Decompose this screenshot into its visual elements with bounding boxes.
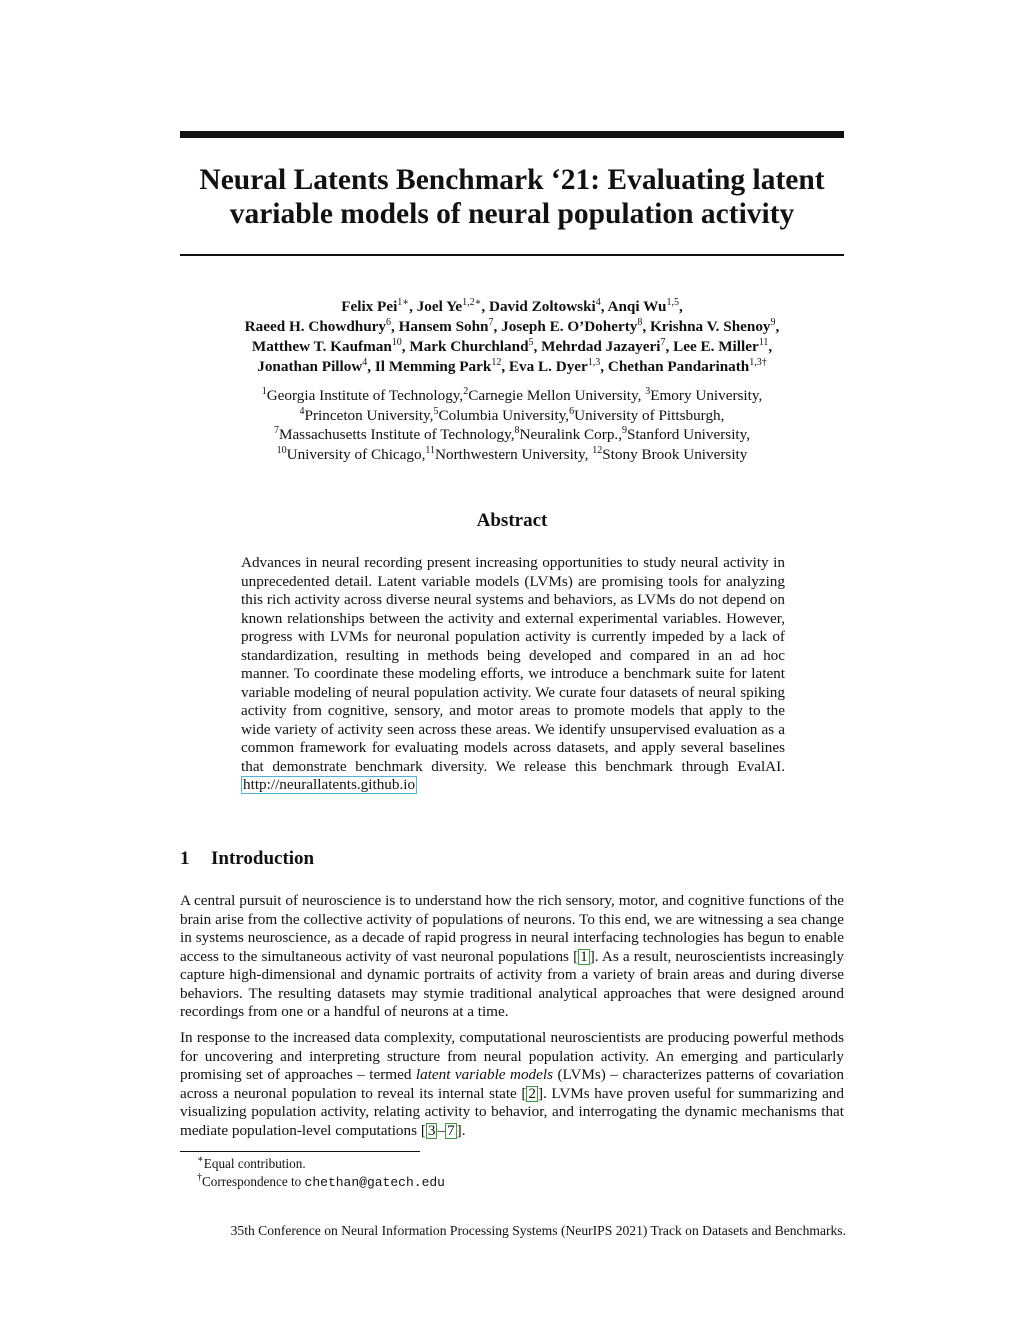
author-separator: ,	[665, 338, 674, 355]
footnotes	[197, 1155, 445, 1192]
footnote-mark: †	[197, 1172, 202, 1183]
author-name: Jonathan Pillow	[257, 358, 363, 375]
affiliation-number: 2	[463, 386, 469, 397]
author-affiliation-mark: 6	[386, 317, 392, 328]
affiliation-name: Neuralink Corp.,	[519, 426, 623, 443]
author-affiliation-mark: 1,3	[587, 357, 601, 368]
author-list	[150, 297, 874, 377]
affiliation-number: 12	[592, 444, 603, 456]
footnote-text: Correspondence to	[202, 1174, 305, 1189]
author-separator: ,	[501, 358, 509, 375]
footnote-mark: ∗	[197, 1154, 204, 1165]
author-separator: ,	[367, 358, 375, 375]
affiliation-name: University of Pittsburgh,	[574, 406, 725, 424]
affiliation-line	[150, 425, 874, 445]
author-line	[150, 317, 874, 337]
affiliation-name: Northwestern University,	[435, 445, 593, 463]
author-affiliation-mark: 1,3†	[749, 357, 767, 368]
title-top-rule	[180, 131, 844, 138]
affiliation-name: Carnegie Mellon University,	[468, 387, 646, 404]
author-line	[150, 297, 874, 317]
text-run: (LVMs) – characterizes patterns of covariation across a neuronal population to reveal its internal state [	[180, 1066, 844, 1102]
author-name: Eva L. Dyer	[508, 358, 588, 375]
author-affiliation-mark: 4	[362, 357, 368, 368]
author-affiliation-mark: 1∗	[397, 297, 410, 308]
author-name: Raeed H. Chowdhury	[244, 318, 387, 335]
affiliation-number: 4	[299, 405, 305, 417]
emphasis-text: latent variable models	[415, 1066, 554, 1083]
affiliation-name: Columbia University,	[438, 406, 570, 424]
author-separator: ,	[409, 298, 417, 315]
citation-link[interactable]: 2	[528, 1084, 537, 1102]
affiliation-line	[150, 445, 874, 465]
author-affiliation-mark: 7	[660, 337, 666, 348]
author-name: Mark Churchland	[409, 338, 529, 355]
author-name: Joseph E. O’Doherty	[501, 318, 638, 335]
affiliation-name: Stanford University,	[627, 426, 751, 443]
title-line-2: variable models of neural population activity	[229, 198, 795, 230]
author-separator: ,	[401, 338, 410, 355]
author-separator: ,	[533, 338, 542, 355]
text-run: –	[437, 1121, 446, 1139]
affiliation-number: 1	[261, 386, 267, 397]
footnote-1	[197, 1155, 445, 1173]
author-affiliation-mark: 11	[758, 337, 769, 348]
author-affiliation-mark: 1,2∗	[462, 297, 482, 308]
affiliation-name: Georgia Institute of Technology,	[266, 387, 464, 404]
affiliation-line	[150, 406, 874, 426]
author-affiliation-mark: 1,5	[666, 297, 679, 308]
author-affiliation-mark: 7	[488, 317, 494, 328]
affiliation-number: 6	[569, 405, 575, 417]
affiliation-number: 9	[622, 425, 628, 436]
author-name: Chethan Pandarinath	[607, 358, 750, 375]
affiliation-number: 5	[433, 405, 439, 417]
affiliation-number: 3	[645, 386, 651, 397]
text-run: A central pursuit of neuroscience is to understand how the rich sensory, motor, and cognitive functions of the brain arise from the collective activity of populations of neurons. To this end, we are witnessing a sea change in systems neuroscience, as a decade of rapid progress in neural interfacing technologies has begun to enable access to the simultaneous activity of vast neuronal populations [	[180, 892, 844, 965]
citation-link[interactable]: 7	[447, 1121, 455, 1139]
author-separator: ,	[493, 318, 502, 335]
author-name: Il Memming Park	[374, 358, 492, 375]
author-line	[150, 337, 874, 357]
author-affiliation-mark: 9	[770, 317, 776, 328]
text-run: ]. LVMs have proven useful for summarizing and visualizing population activity, relating activity to behavior, and interrogating the dynamic mechanisms that mediate population-level computations [	[180, 1084, 844, 1139]
text-run: ]. As a result, neuroscientists increasingly capture high-dimensional and dynamic portraits of activity from a variety of brain areas and during diverse behaviors. The resulting datasets may stymie traditional analytical approaches that were designed around recordings from one or a handful of neurons at a time.	[180, 947, 844, 1020]
author-name: Hansem Sohn	[398, 318, 489, 335]
affiliation-line	[150, 386, 874, 406]
author-separator: ,	[481, 298, 489, 315]
section-title: Introduction	[211, 848, 315, 869]
paper-title	[180, 163, 844, 231]
affiliation-number: 11	[425, 444, 436, 456]
footnote-rule	[180, 1151, 420, 1152]
author-name: Matthew T. Kaufman	[251, 338, 392, 355]
correspondence-email[interactable]: chethan@gatech.edu	[304, 1175, 445, 1190]
author-name: Joel Ye	[416, 298, 463, 315]
author-separator: ,	[600, 358, 608, 375]
author-name: Mehrdad Jazayeri	[541, 338, 661, 355]
author-separator: ,	[600, 298, 608, 315]
affiliation-list	[150, 386, 874, 464]
footnote-text: Equal contribution.	[203, 1156, 306, 1171]
project-link[interactable]: http://neurallatents.github.io	[243, 776, 416, 793]
citation-link[interactable]: 3	[427, 1121, 436, 1139]
intro-paragraph-2	[180, 1029, 844, 1140]
citation-link[interactable]: 1	[580, 947, 588, 965]
affiliation-name: University of Chicago,	[286, 445, 426, 463]
conference-footer: 35th Conference on Neural Information Processing Systems (NeurIPS 2021) Track on Datasets and Benchmarks.	[230, 1223, 846, 1238]
author-separator: ,	[768, 338, 773, 355]
abstract-body	[241, 554, 785, 795]
author-name: David Zoltowski	[488, 298, 596, 315]
author-separator: ,	[391, 318, 399, 335]
author-affiliation-mark: 5	[528, 337, 534, 348]
intro-paragraph-1	[180, 892, 844, 1022]
affiliation-name: Emory University,	[650, 387, 763, 404]
author-separator: ,	[678, 298, 683, 315]
text-run: In response to the increased data complexity, computational neuroscientists are producing powerful methods for uncovering and interpreting structure from neural population activity. An emerging and particularly promising set of approaches – termed	[180, 1029, 844, 1083]
affiliation-number: 7	[273, 425, 279, 436]
author-affiliation-mark: 10	[391, 337, 402, 348]
author-affiliation-mark: 4	[595, 297, 601, 308]
author-affiliation-mark: 8	[637, 317, 643, 328]
affiliation-name: Stony Brook University	[602, 445, 748, 463]
footnote-2	[197, 1173, 445, 1192]
author-separator: ,	[775, 318, 780, 335]
affiliation-name: Massachusetts Institute of Technology,	[278, 426, 515, 443]
affiliation-number: 10	[276, 444, 287, 456]
affiliation-number: 8	[514, 425, 520, 436]
author-line	[150, 357, 874, 377]
author-name: Krishna V. Shenoy	[649, 318, 771, 335]
abstract-text: Advances in neural recording present increasing opportunities to study neural activity in unprecedented detail. Latent variable models (LVMs) are promising tools for analyzing this rich activity across diverse neural systems and behaviors, as LVMs do not depend on known relationships between the activity and external experimental variables. However, progress with LVMs for neuronal population activity is currently impeded by a lack of standardization, resulting in methods being developed and compared in an ad hoc manner. To coordinate these modeling efforts, we introduce a benchmark suite for latent variable modeling of neural population activity. We curate four datasets of neural spiking activity from cognitive, sensory, and motor areas to promote models that apply to the wide variety of activity seen across these areas. We identify unsupervised evaluation as a common framework for evaluating models across datasets, and apply several baselines that demonstrate benchmark diversity. We release this benchmark through EvalAI.	[241, 554, 785, 775]
affiliation-name: Princeton University,	[304, 406, 434, 424]
author-name: Felix Pei	[341, 298, 398, 315]
author-affiliation-mark: 12	[491, 357, 502, 368]
text-run: ].	[456, 1121, 466, 1139]
title-line-1: Neural Latents Benchmark ‘21: Evaluating latent	[199, 164, 825, 196]
title-bottom-rule	[180, 254, 844, 256]
section-number: 1	[180, 848, 190, 869]
section-heading-introduction	[180, 848, 314, 870]
abstract-heading: Abstract	[476, 510, 548, 531]
author-name: Lee E. Miller	[673, 338, 759, 355]
author-name: Anqi Wu	[607, 298, 667, 315]
author-separator: ,	[642, 318, 650, 335]
